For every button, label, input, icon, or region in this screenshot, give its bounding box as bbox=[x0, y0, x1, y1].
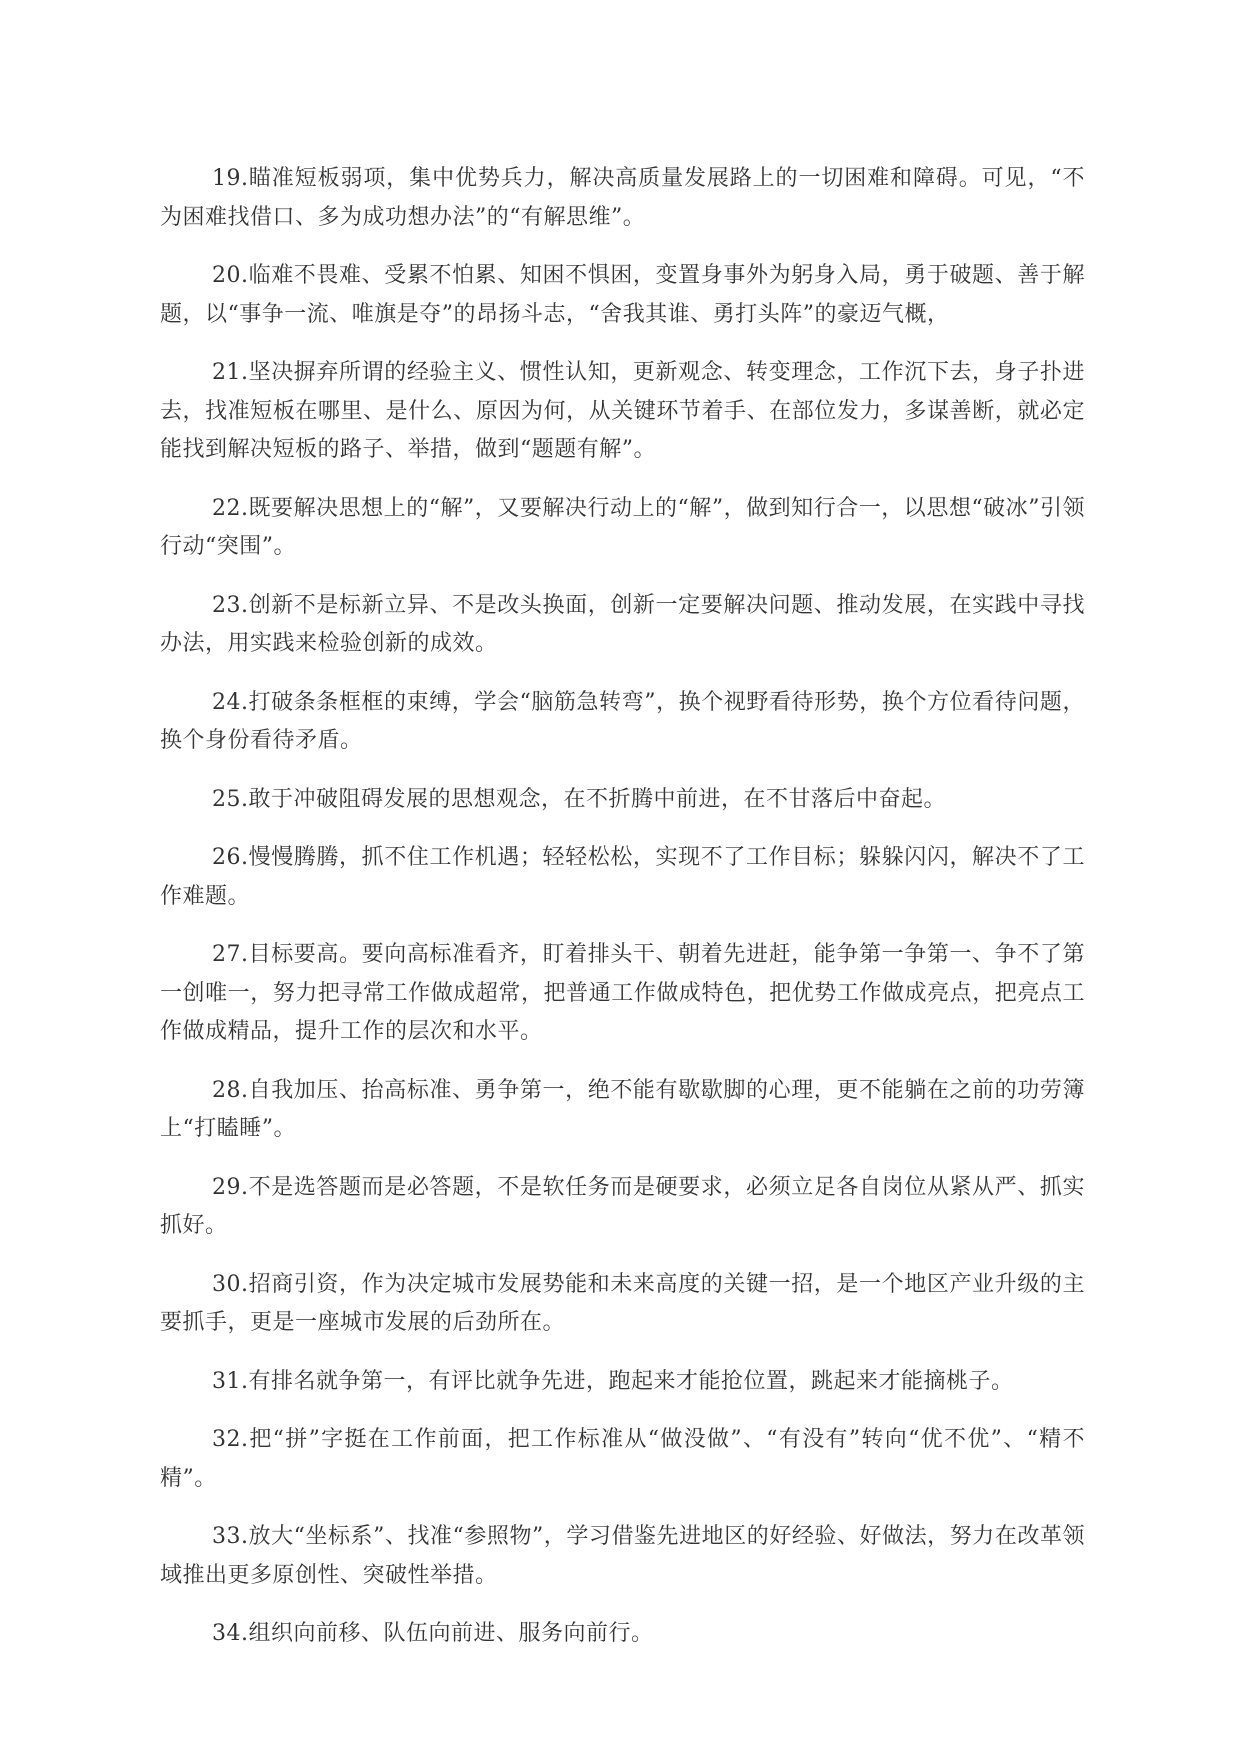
paragraph-27: 27.目标要高。要向高标准看齐，盯着排头干、朝着先进赶，能争第一争第一、争不了第一创唯一，努力把寻常工作做成超常，把普通工作做成特色，把优势工作做成亮点，把亮点工作做成精品，提升工作的层次和水平。 bbox=[160, 942, 1085, 1044]
paragraph-23: 23.创新不是标新立异、不是改头换面，创新一定要解决问题、推动发展，在实践中寻找办法，用实践来检验创新的成效。 bbox=[160, 592, 1085, 656]
paragraph-24: 24.打破条条框框的束缚，学会“脑筋急转弯”，换个视野看待形势，换个方位看待问题，换个身份看待矛盾。 bbox=[160, 689, 1085, 753]
paragraph-33: 33.放大“坐标系”、找准“参照物”，学习借鉴先进地区的好经验、好做法，努力在改革领域推出更多原创性、突破性举措。 bbox=[160, 1524, 1085, 1588]
paragraph-21: 21.坚决摒弃所谓的经验主义、惯性认知，更新观念、转变理念，工作沉下去，身子扑进去，找准短板在哪里、是什么、原因为何，从关键环节着手、在部位发力，多谋善断，就必定能找到解决短板的路子、举措，做到“题题有解”。 bbox=[160, 360, 1085, 462]
paragraph-22: 22.既要解决思想上的“解”，又要解决行动上的“解”，做到知行合一，以思想“破冰”引领行动“突围”。 bbox=[160, 495, 1085, 559]
paragraph-25: 25.敢于冲破阻碍发展的思想观念，在不折腾中前进，在不甘落后中奋起。 bbox=[212, 786, 946, 812]
document-body bbox=[160, 160, 1085, 1674]
paragraph-30: 30.招商引资，作为决定城市发展势能和未来高度的关键一招，是一个地区产业升级的主要抓手，更是一座城市发展的后劲所在。 bbox=[160, 1271, 1085, 1335]
paragraph-19: 19.瞄准短板弱项，集中优势兵力，解决高质量发展路上的一切困难和障碍。可见，“不为困难找借口、多为成功想办法”的“有解思维”。 bbox=[160, 166, 1085, 230]
paragraph-34: 34.组织向前移、队伍向前进、服务向前行。 bbox=[212, 1621, 654, 1646]
paragraph-28: 28.自我加压、抬高标准、勇争第一，绝不能有歇歇脚的心理，更不能躺在之前的功劳簿上“打瞌睡”。 bbox=[160, 1077, 1085, 1141]
paragraph-32: 32.把“拼”字挺在工作前面，把工作标准从“做没做”、“有没有”转向“优不优”、“精不精”。 bbox=[160, 1427, 1085, 1491]
paragraph-26: 26.慢慢腾腾，抓不住工作机遇；轻轻松松，实现不了工作目标；躲躲闪闪，解决不了工作难题。 bbox=[160, 845, 1085, 909]
paragraph-31: 31.有排名就争第一，有评比就争先进，跑起来才能抢位置，跳起来才能摘桃子。 bbox=[212, 1368, 1014, 1394]
paragraph-29: 29.不是选答题而是必答题，不是软任务而是硬要求，必须立足各自岗位从紧从严、抓实抓好。 bbox=[160, 1174, 1085, 1238]
paragraph-20: 20.临难不畏难、受累不怕累、知困不惧困，变置身事外为躬身入局，勇于破题、善于解题，以“事争一流、唯旗是夺”的昂扬斗志，“舍我其谁、勇打头阵”的豪迈气概， bbox=[160, 263, 1085, 327]
